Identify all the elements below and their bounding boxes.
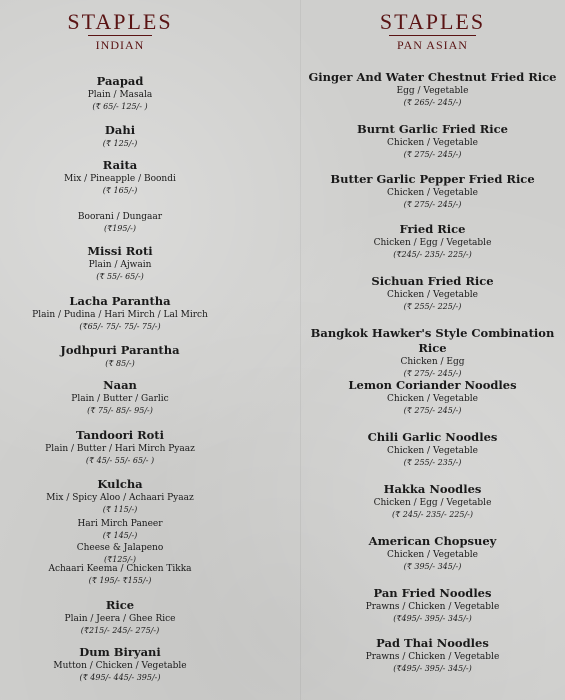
item-name: Lemon Coriander Noodles: [348, 378, 517, 392]
menu-item: [0, 563, 240, 587]
column-divider: [300, 0, 301, 700]
menu-item: [0, 518, 240, 542]
menu-item: [305, 430, 560, 469]
item-options: Mix / Pineapple / Boondi: [64, 174, 176, 184]
menu-item: [0, 123, 240, 150]
item-name: Missi Roti: [87, 244, 153, 258]
menu-item: [305, 482, 560, 521]
menu-item: [305, 534, 560, 573]
menu-item: [305, 274, 560, 313]
indian-subtitle: INDIAN: [88, 35, 153, 53]
item-name: Dum Biryani: [79, 645, 161, 659]
menu-item: [0, 428, 240, 467]
item-options: Chicken / Vegetable: [387, 290, 478, 300]
item-price: (₹ 125/-): [102, 139, 138, 148]
item-price: (₹65/- 75/- 75/- 75/-): [79, 322, 161, 331]
menu-item: [0, 645, 240, 684]
item-options: Achaari Keema / Chicken Tikka: [48, 564, 192, 574]
item-name: Dahi: [104, 123, 136, 137]
menu-item: [0, 211, 240, 235]
item-price: (₹ 85/-): [105, 359, 135, 368]
item-options: Chicken / Vegetable: [387, 188, 478, 198]
item-price: (₹215/- 245/- 275/-): [80, 626, 160, 635]
item-options: Chicken / Vegetable: [387, 394, 478, 404]
menu-item: [0, 74, 240, 113]
item-options: Chicken / Vegetable: [387, 550, 478, 560]
item-price: (₹195/-): [104, 224, 136, 233]
menu-item: [0, 343, 240, 370]
item-options: Plain / Ajwain: [88, 260, 152, 270]
indian-staples-column: [0, 0, 240, 682]
item-price: (₹ 245/- 235/- 225/-): [392, 510, 473, 519]
item-name: Jodhpuri Parantha: [60, 343, 180, 357]
item-options: Cheese & Jalapeno: [76, 543, 164, 553]
menu-item: [0, 244, 240, 283]
item-price: (₹ 195/- ₹155/-): [88, 576, 152, 585]
item-name: Fried Rice: [399, 222, 466, 236]
item-options: Chicken / Egg / Vegetable: [373, 238, 492, 248]
item-options: Egg / Vegetable: [396, 86, 469, 96]
menu-item: [305, 326, 560, 380]
item-name: Pad Thai Noodles: [376, 636, 489, 650]
item-options: Plain / Pudina / Hari Mirch / Lal Mirch: [32, 310, 208, 320]
menu-item: [0, 477, 240, 516]
item-options: Plain / Masala: [87, 90, 153, 100]
item-price: (₹245/- 235/- 225/-): [393, 250, 472, 259]
item-price: (₹ 495/- 445/- 395/-): [79, 673, 161, 682]
item-price: (₹ 275/- 245/-): [403, 369, 462, 378]
item-name: Chili Garlic Noodles: [367, 430, 498, 444]
item-name: Ginger And Water Chestnut Fried Rice: [308, 70, 557, 84]
item-price: (₹495/- 395/- 345/-): [393, 664, 472, 673]
item-options: Plain / Butter / Garlic: [71, 394, 169, 404]
item-options: Hari Mirch Paneer: [77, 519, 163, 529]
item-options: Chicken / Vegetable: [387, 446, 478, 456]
menu-item: [305, 172, 560, 211]
item-options: Boorani / Dungaar: [77, 212, 163, 222]
menu-item: [305, 222, 560, 261]
item-name: Sichuan Fried Rice: [371, 274, 494, 288]
item-price: (₹ 115/-): [102, 505, 138, 514]
item-options: Prawns / Chicken / Vegetable: [365, 602, 500, 612]
menu-item: [0, 294, 240, 333]
menu-item: [305, 636, 560, 675]
item-name: Bangkok Hawker's Style Combination Rice: [310, 326, 555, 355]
menu-item: [305, 586, 560, 625]
item-price: (₹ 145/-): [102, 531, 138, 540]
item-price: (₹ 55/- 65/-): [96, 272, 144, 281]
item-price: (₹ 255/- 235/-): [403, 458, 462, 467]
pan-asian-staples-column: [305, 0, 560, 673]
item-price: (₹ 265/- 245/-): [403, 98, 462, 107]
item-price: (₹ 255/- 225/-): [403, 302, 462, 311]
item-price: (₹495/- 395/- 345/-): [393, 614, 472, 623]
pan-asian-header: [305, 10, 560, 53]
item-name: Tandoori Roti: [76, 428, 164, 442]
item-price: (₹125/-): [104, 555, 136, 564]
item-name: Kulcha: [97, 477, 143, 491]
menu-item: [0, 598, 240, 637]
item-options: Chicken / Vegetable: [387, 138, 478, 148]
item-price: (₹ 275/- 245/-): [403, 150, 462, 159]
item-price: (₹ 395/- 345/-): [403, 562, 462, 571]
item-name: Lacha Parantha: [69, 294, 171, 308]
menu-item: [305, 70, 560, 109]
item-name: American Chopsuey: [368, 534, 497, 548]
menu-item: [305, 122, 560, 161]
indian-title: STAPLES: [67, 9, 173, 34]
item-options: Chicken / Egg / Vegetable: [373, 498, 492, 508]
item-name: Paapad: [96, 74, 144, 88]
item-price: (₹ 275/- 245/-): [403, 406, 462, 415]
pan-asian-subtitle: PAN ASIAN: [389, 35, 476, 53]
item-name: Hakka Noodles: [383, 482, 482, 496]
item-price: (₹ 165/-): [102, 186, 138, 195]
item-options: Prawns / Chicken / Vegetable: [365, 652, 500, 662]
item-name: Butter Garlic Pepper Fried Rice: [330, 172, 535, 186]
item-price: (₹ 45/- 55/- 65/- ): [85, 456, 155, 465]
item-name: Raita: [102, 158, 138, 172]
item-options: Plain / Butter / Hari Mirch Pyaaz: [45, 444, 195, 454]
menu-item: [0, 158, 240, 197]
item-name: Burnt Garlic Fried Rice: [357, 122, 508, 136]
pan-asian-title: STAPLES: [379, 9, 486, 34]
menu-item: [0, 378, 240, 417]
item-price: (₹ 275/- 245/-): [403, 200, 462, 209]
item-name: Rice: [105, 598, 135, 612]
item-name: Naan: [103, 378, 137, 392]
item-options: Mix / Spicy Aloo / Achaari Pyaaz: [46, 493, 194, 503]
item-options: Mutton / Chicken / Vegetable: [53, 661, 187, 671]
item-price: (₹ 75/- 85/- 95/-): [87, 406, 153, 415]
item-options: Chicken / Egg: [400, 357, 465, 367]
item-name: Pan Fried Noodles: [373, 586, 492, 600]
item-options: Plain / Jeera / Ghee Rice: [64, 614, 176, 624]
menu-item: [305, 378, 560, 417]
indian-header: [0, 10, 240, 53]
item-price: (₹ 65/- 125/- ): [92, 102, 148, 111]
